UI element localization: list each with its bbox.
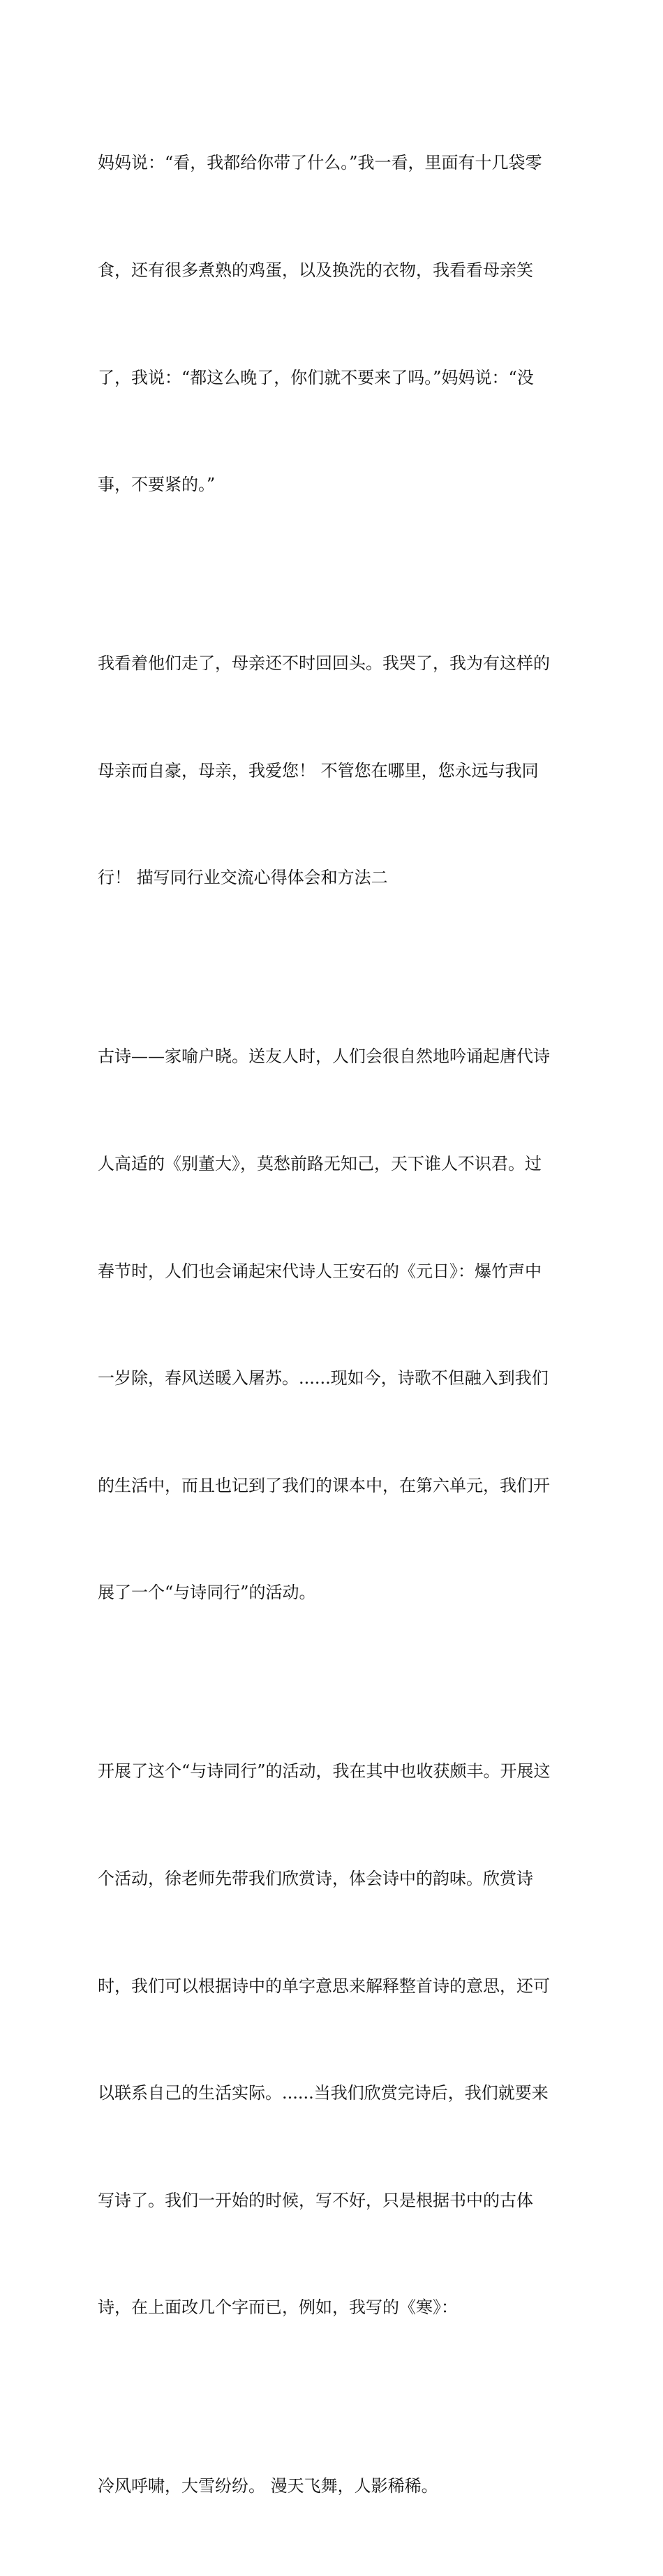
text-line: 妈妈说：“看，我都给你带了什么。”我一看，里面有十几袋零 <box>98 153 542 173</box>
text-line: 一岁除，春风送暖入屠苏。......现如今，诗歌不但融入到我们 <box>98 1368 549 1389</box>
paragraph-3 <box>98 968 569 1682</box>
text-line: 事，不要紧的。” <box>98 475 216 495</box>
text-line: 食，还有很多煮熟的鸡蛋，以及换洗的衣物，我看看母亲笑 <box>98 260 533 280</box>
text-line: 行！ 描写同行业交流心得体会和方法二 <box>98 868 388 888</box>
text-line: 了，我说：“都这么晚了，你们就不要来了吗。”妈妈说：“没 <box>98 367 534 387</box>
paragraph-2 <box>98 575 569 968</box>
document-page <box>98 74 569 2576</box>
text-line: 个活动，徐老师先带我们欣赏诗，体会诗中的韵味。欣赏诗 <box>98 1868 533 1888</box>
text-line: 诗，在上面改几个字而已，例如，我写的《寒》： <box>98 2297 458 2318</box>
text-line: 我看着他们走了，母亲还不时回回头。我哭了，我为有这样的 <box>98 653 550 674</box>
text-line: 以联系自己的生活实际。......当我们欣赏完诗后，我们就要来 <box>98 2083 549 2103</box>
text-line: 写诗了。我们一开始的时候，写不好，只是根据书中的古体 <box>98 2190 533 2210</box>
text-line: 冷风呼啸，大雪纷纷。 漫天飞舞，人影稀稀。 <box>98 2476 438 2496</box>
text-line: 的生活中，而且也记到了我们的课本中，在第六单元，我们开 <box>98 1475 550 1495</box>
text-line: 春节时，人们也会诵起宋代诗人王安石的《元日》：爆竹声中 <box>98 1261 542 1281</box>
text-line: 母亲而自豪，母亲，我爱您！ 不管您在哪里，您永远与我同 <box>98 760 539 780</box>
text-line: 古诗——家喻户晓。送友人时，人们会很自然地吟诵起唐代诗 <box>98 1046 550 1067</box>
paragraph-4 <box>98 1682 569 2397</box>
text-line: 展了一个“与诗同行”的活动。 <box>98 1583 316 1603</box>
text-line: 人高适的《别董大》，莫愁前路无知己，天下谁人不识君。过 <box>98 1153 542 1174</box>
text-line: 开展了这个“与诗同行”的活动，我在其中也收获颇丰。开展这 <box>98 1761 551 1782</box>
paragraph-5 <box>98 2397 569 2576</box>
paragraph-1 <box>98 74 569 575</box>
text-line: 时，我们可以根据诗中的单字意思来解释整首诗的意思，还可 <box>98 1976 550 1996</box>
